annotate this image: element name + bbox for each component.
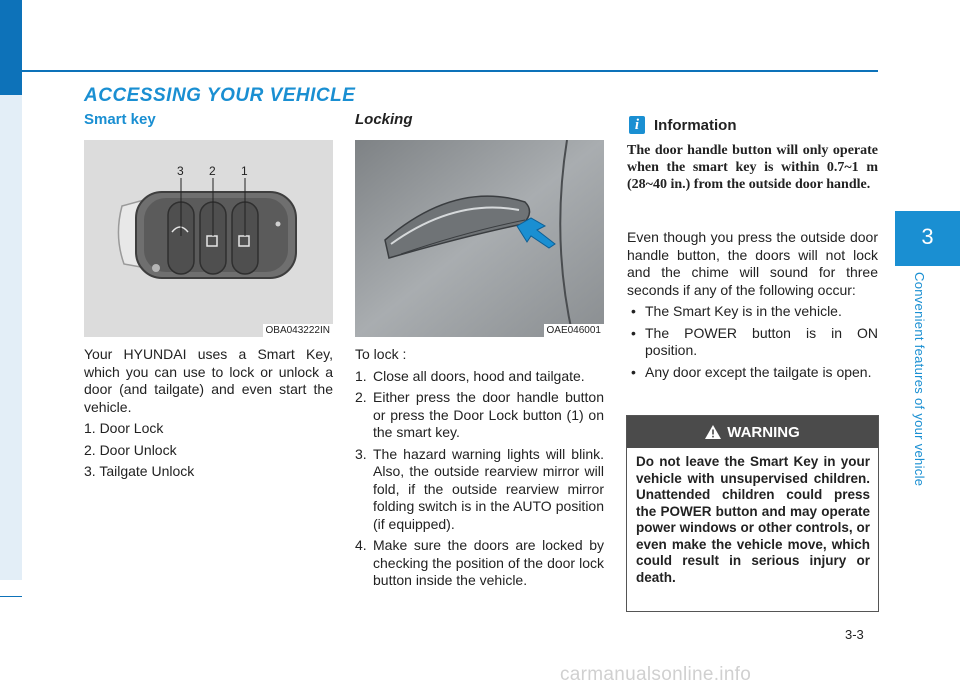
locking-step-number: 2.: [355, 389, 367, 405]
locking-step-text: The hazard warning lights will blink. Also, the outside rearview mirror will fold, if the outside rearview mirror folding switch is in the AUTO position (if equipped).: [373, 445, 604, 532]
locking-step: [355, 368, 604, 386]
bullet-icon: •: [631, 363, 636, 380]
page-number: 3-3: [845, 627, 864, 642]
section-title: ACCESSING YOUR VEHICLE: [84, 85, 356, 106]
chapter-number: 3: [921, 224, 934, 249]
information-bullet: [627, 325, 878, 360]
warning-box: [626, 415, 879, 612]
smart-key-heading: Smart key: [84, 111, 156, 128]
callout-lock: 1: [241, 164, 248, 178]
locking-step-number: 1.: [355, 367, 367, 384]
door-handle-figure: [355, 140, 604, 337]
locking-step-number: 3.: [355, 445, 367, 462]
smart-key-figure: [84, 140, 333, 337]
information-icon: i: [629, 116, 645, 134]
bullet-icon: •: [631, 303, 636, 319]
information-bullet: [627, 303, 878, 321]
left-margin-accent: [0, 0, 22, 95]
locking-step: [355, 537, 604, 590]
header-rule: [22, 70, 878, 72]
smart-key-item: 2. Door Unlock: [84, 441, 177, 458]
locking-heading: Locking: [355, 111, 413, 128]
locking-step-text: Make sure the doors are locked by checking the position of the door lock button inside the vehicle.: [373, 537, 604, 588]
locking-step-text: Either press the door handle button or press the Door Lock button (1) on the smart key.: [373, 389, 604, 440]
information-body: [627, 229, 878, 385]
watermark: carmanualsonline.info: [560, 664, 752, 685]
information-bullet-text: The POWER button is in ON position.: [645, 324, 878, 358]
warning-triangle-icon: [705, 425, 721, 439]
callout-tailgate: 3: [177, 164, 184, 178]
locking-step-text: Close all doors, hood and tailgate.: [373, 367, 585, 384]
chapter-title: Convenient features of your vehicle: [912, 272, 927, 487]
information-paragraph: Even though you press the outside door handle button, the doors will not lock and the chime will sound for three seconds if any of the following occur:: [627, 229, 878, 298]
locking-intro: To lock :: [355, 346, 407, 362]
smart-key-paragraph: Your HYUNDAI uses a Smart Key, which you can use to lock or unlock a door (and tailgate) and even start the vehicle.: [84, 346, 333, 415]
warning-header: [627, 416, 878, 448]
locking-step: [355, 389, 604, 442]
locking-body: [355, 346, 604, 594]
door-handle-figure-code: OAE046001: [544, 324, 605, 337]
smart-key-figure-code: OBA043222IN: [263, 324, 334, 337]
door-handle-illustration: [355, 140, 604, 337]
information-title: Information: [654, 116, 737, 134]
smart-key-body: [84, 346, 333, 485]
information-bullet-text: Any door except the tailgate is open.: [645, 363, 872, 380]
locking-step: [355, 446, 604, 534]
information-bullet-text: The Smart Key is in the vehicle.: [645, 303, 842, 319]
smart-key-item: 1. Door Lock: [84, 420, 164, 436]
information-bold-text: The door handle button will only operate when the smart key is within 0.7~1 m (28~40 in.) from the outside door handle.: [627, 143, 878, 192]
information-header: [629, 116, 737, 134]
smart-key-item: 3. Tailgate Unlock: [84, 463, 195, 479]
callout-unlock: 2: [209, 164, 216, 178]
bullet-icon: •: [631, 324, 636, 341]
locking-step-number: 4.: [355, 537, 367, 553]
left-margin-divider: [0, 596, 22, 597]
information-bullet: [627, 364, 878, 382]
warning-text: Do not leave the Smart Key in your vehicle with unsupervised children. Unattended children could press the POWER button and may operate power windows or other controls, or even make the vehicle move, which could result in serious injury or death.: [636, 454, 870, 585]
warning-title: WARNING: [727, 423, 800, 441]
chapter-tab: [895, 211, 960, 266]
